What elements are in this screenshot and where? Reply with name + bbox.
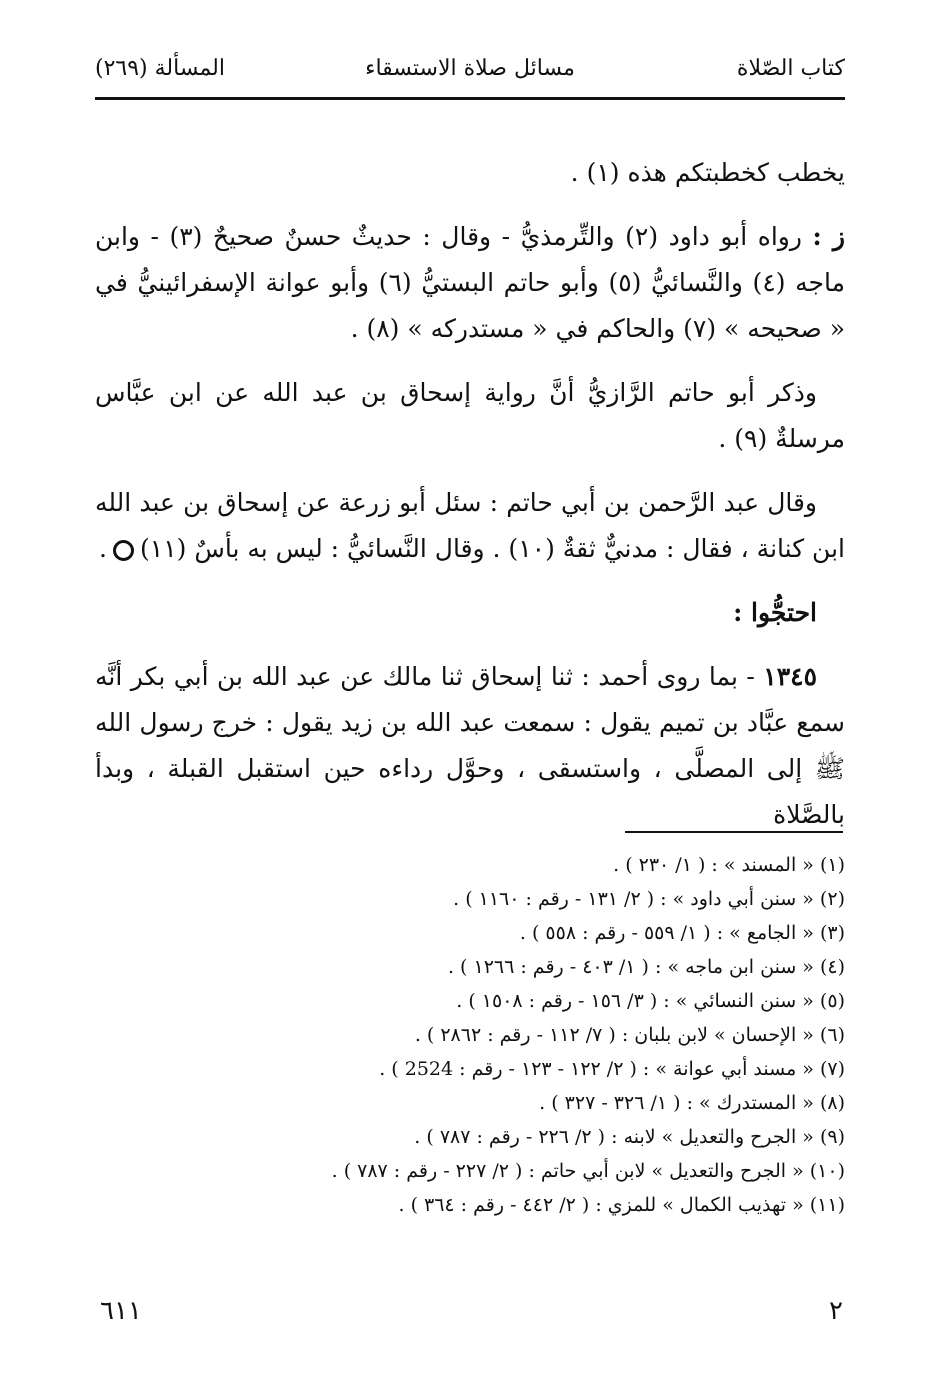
page-number: ٦١١ bbox=[100, 1296, 142, 1326]
paragraph-1: يخطب كخطبتكم هذه (١) . bbox=[570, 158, 845, 187]
footnote-11: (١١) « تهذيب الكمال » للمزي : ( ٢/ ٤٤٢ - رقم : ٣٦٤ ) . bbox=[398, 1194, 845, 1216]
hadith-number: ١٣٤٥ bbox=[763, 662, 817, 691]
main-text bbox=[95, 150, 845, 856]
header-book-title: كتاب الصّلاة bbox=[736, 56, 845, 81]
footnote-5: (٥) « سنن النسائي » : ( ٣/ ١٥٦ - رقم : ١٥٠٨ ) . bbox=[456, 990, 845, 1012]
footnote-8: (٨) « المستدرك » : ( ١/ ٣٢٦ - ٣٢٧ ) . bbox=[539, 1092, 845, 1114]
header-chapter-title: مسائل صلاة الاستسقاء bbox=[365, 56, 575, 81]
paragraph-3: وذكر أبو حاتم الرَّازيُّ أنَّ رواية إسحاق بن عبد الله عن ابن عبَّاس مرسلةٌ (٩) . bbox=[95, 378, 845, 453]
footnote-2: (٢) « سنن أبي داود » : ( ٢/ ١٣١ - رقم : ١١٦٠ ) . bbox=[453, 888, 845, 910]
footnote-3: (٣) « الجامع » : ( ١/ ٥٥٩ - رقم : ٥٥٨ ) . bbox=[519, 922, 845, 944]
header-issue-number: المسألة (٢٦٩) bbox=[95, 56, 225, 81]
paragraph-2 bbox=[95, 214, 845, 352]
paragraph-4 bbox=[95, 480, 845, 572]
footnote-9: (٩) « الجرح والتعديل » لابنه : ( ٢/ ٢٢٦ - رقم : ٧٨٧ ) . bbox=[414, 1126, 845, 1148]
footnote-10: (١٠) « الجرح والتعديل » لابن أبي حاتم : ( ٢/ ٢٢٧ - رقم : ٧٨٧ ) . bbox=[331, 1160, 845, 1182]
section-heading: احتجُّوا : bbox=[733, 598, 817, 627]
paragraph-5-text: - بما روى أحمد : ثنا إسحاق ثنا مالك عن عبد الله بن أبي بكر أنَّه سمع عبَّاد بن تميم يقول : سمعت عبد الله بن زيد يقول : خرج رسول الله ﷺ إلى المصلَّى ، واستسقى ، وحوَّل رداءه حين استقبل القبلة ، وبدأ بالصَّلاة bbox=[95, 662, 845, 829]
zay-marker: ز : bbox=[812, 222, 846, 251]
paragraph-4-text: وقال عبد الرَّحمن بن أبي حاتم : سئل أبو زرعة عن إسحاق بن عبد الله ابن كنانة ، فقال : مدنيٌّ ثقةٌ (١٠) . وقال النَّسائيُّ : ليس به بأسٌ (١١) bbox=[95, 488, 845, 563]
paragraph-2-text: رواه أبو داود (٢) والتِّرمذيُّ - وقال : حديثٌ حسنٌ صحيحٌ (٣) - وابن ماجه (٤) والنَّسائيُّ (٥) وأبو حاتم البستيُّ (٦) وأبو عوانة الإسفرائينيُّ في « صحيحه » (٧) والحاكم في « مستدركه » (٨) . bbox=[95, 222, 845, 343]
footnote-7: (٧) « مسند أبي عوانة » : ( ٢/ ١٢٢ - ١٢٣ - رقم : 2524 ) . bbox=[379, 1058, 845, 1080]
header-divider bbox=[95, 97, 845, 100]
end-circle-icon bbox=[113, 540, 134, 561]
footnotes bbox=[95, 848, 845, 1222]
footnote-4: (٤) « سنن ابن ماجه » : ( ١/ ٤٠٣ - رقم : ١٢٦٦ ) . bbox=[447, 956, 845, 978]
paragraph-5 bbox=[95, 654, 845, 838]
page-header bbox=[95, 52, 845, 92]
footnote-6: (٦) « الإحسان » لابن بلبان : ( ٧/ ١١٢ - رقم : ٢٨٦٢ ) . bbox=[414, 1024, 845, 1046]
volume-number: ٢ bbox=[829, 1296, 843, 1326]
paragraph-4-end: . bbox=[99, 534, 107, 563]
footnote-1: (١) « المسند » : ( ١/ ٢٣٠ ) . bbox=[613, 854, 845, 876]
footnote-divider bbox=[625, 831, 843, 833]
